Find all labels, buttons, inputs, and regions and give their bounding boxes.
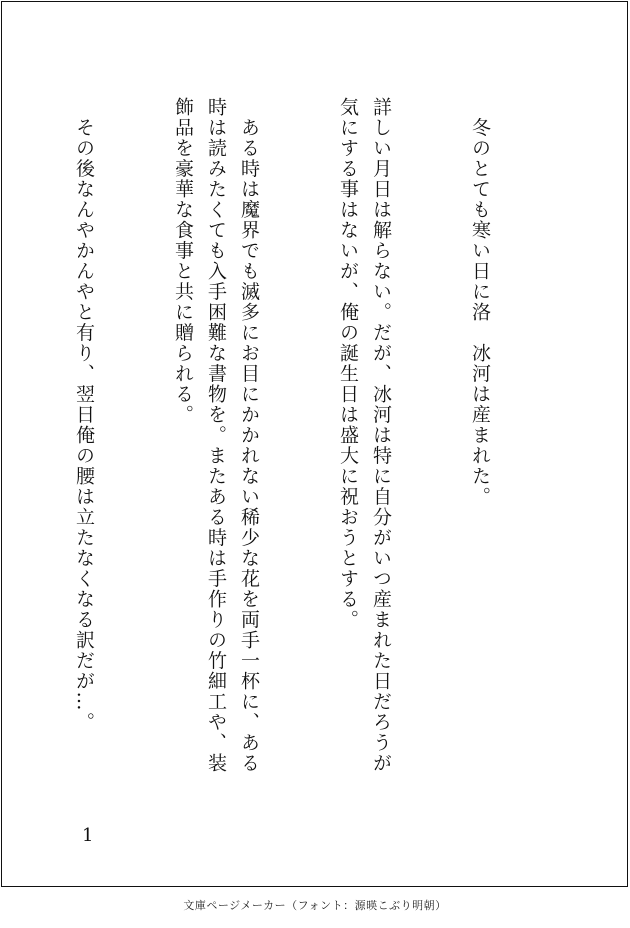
body-text xyxy=(72,97,562,777)
paragraph: 詳しい月日は解らない。だが、冰河は特に自分がいつ産まれた日だろうが気にする事はないが、俺の誕生日は盛大に祝おうとする。 xyxy=(337,97,392,774)
footer-caption: 文庫ページメーカー（フォント：源暎こぶり明朝） xyxy=(183,899,447,912)
page-frame xyxy=(1,1,628,887)
paragraph: 冬のとても寒い日に洛 冰河は産まれた。 xyxy=(469,97,491,507)
page-number: 1 xyxy=(82,825,94,846)
paragraph: ある時は魔界でも滅多にお目にかかれない稀少な花を両手一杯に、ある時は読みたくても入手困難な書物を。またある時は手作りの竹細工や、装飾品を豪華な食事と共に贈られる。 xyxy=(172,97,260,774)
paragraph: その後なんやかんやと有り、翌日俺の腰は立たなくなる訳だが…。 xyxy=(73,97,95,733)
